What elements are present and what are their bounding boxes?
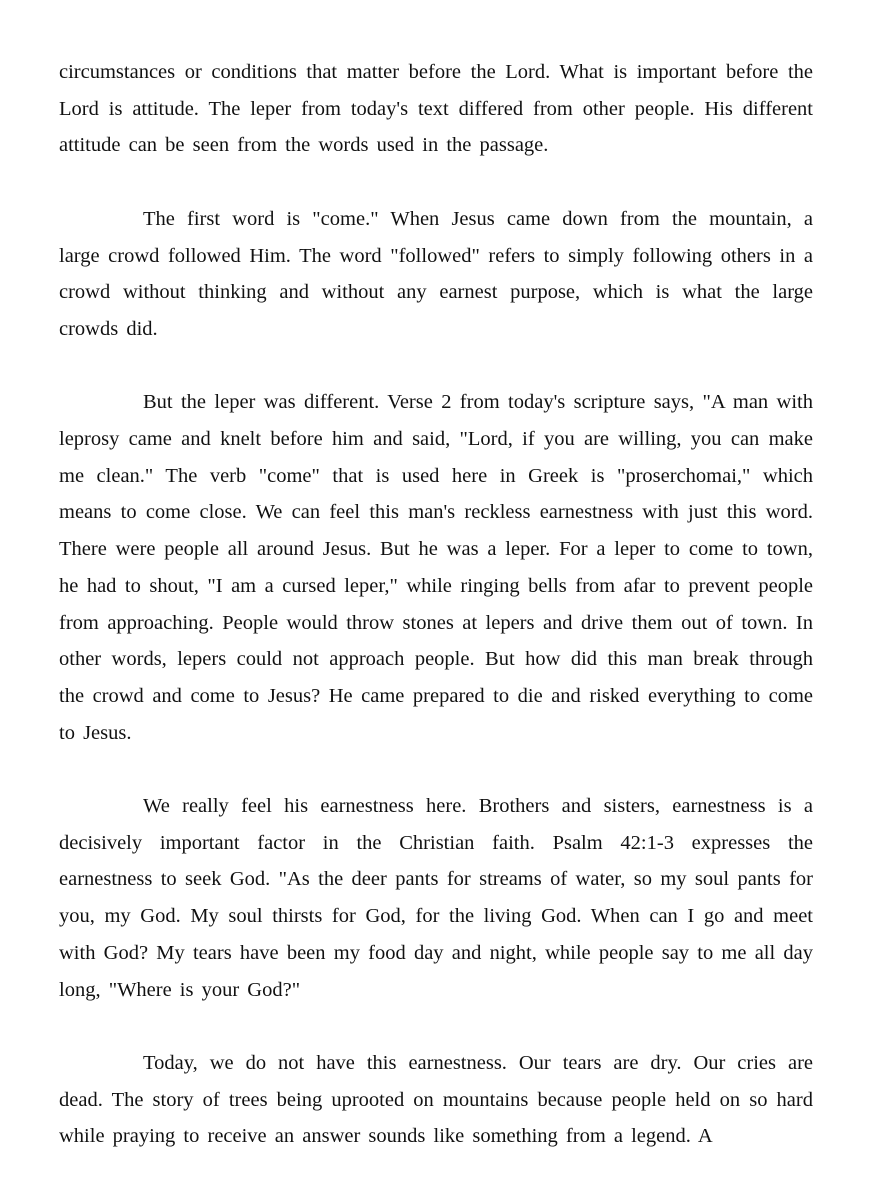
paragraph-today: Today, we do not have this earnestness. Our tears are dry. Our cries are dead. The story of trees being uprooted on mountains because people held on so hard while praying to receive an answer sounds like something from a legend. A xyxy=(59,1051,813,1148)
paragraph-first-word-come: The first word is "come." When Jesus came down from the mountain, a large crowd followed Him. The word "followed" refers to simply following others in a crowd without thinking and without any earnest purpose, which is what the large crowds did. xyxy=(59,207,813,340)
paragraph-continuation: circumstances or conditions that matter before the Lord. What is important before the Lord is attitude. The leper from today's text differed from other people. His different attitude can be seen from the words used in the passage. xyxy=(59,61,813,157)
paragraph-leper-different: But the leper was different. Verse 2 from today's scripture says, "A man with leprosy came and knelt before him and said, "Lord, if you are willing, you can make me clean." The verb "come" that is used here in Greek is "proserchomai," which means to come close. We can feel this man's reckless earnestness with just this word. There were people all around Jesus. But he was a leper. For a leper to come to town, he had to shout, "I am a cursed leper," while ringing bells from afar to prevent people from approaching. People would throw stones at lepers and drive them out of town. In other words, lepers could not approach people. But how did this man break through the crowd and come to Jesus? He came prepared to die and risked everything to come to Jesus. xyxy=(59,391,813,744)
paragraph-earnestness: We really feel his earnestness here. Brothers and sisters, earnestness is a decisively important factor in the Christian faith. Psalm 42:1-3 expresses the earnestness to seek God. "As the deer pants for streams of water, so my soul pants for you, my God. My soul thirsts for God, for the living God. When can I go and meet with God? My tears have been my food day and night, while people say to me all day long, "Where is your God?" xyxy=(59,795,813,1001)
document-page xyxy=(59,54,813,1192)
